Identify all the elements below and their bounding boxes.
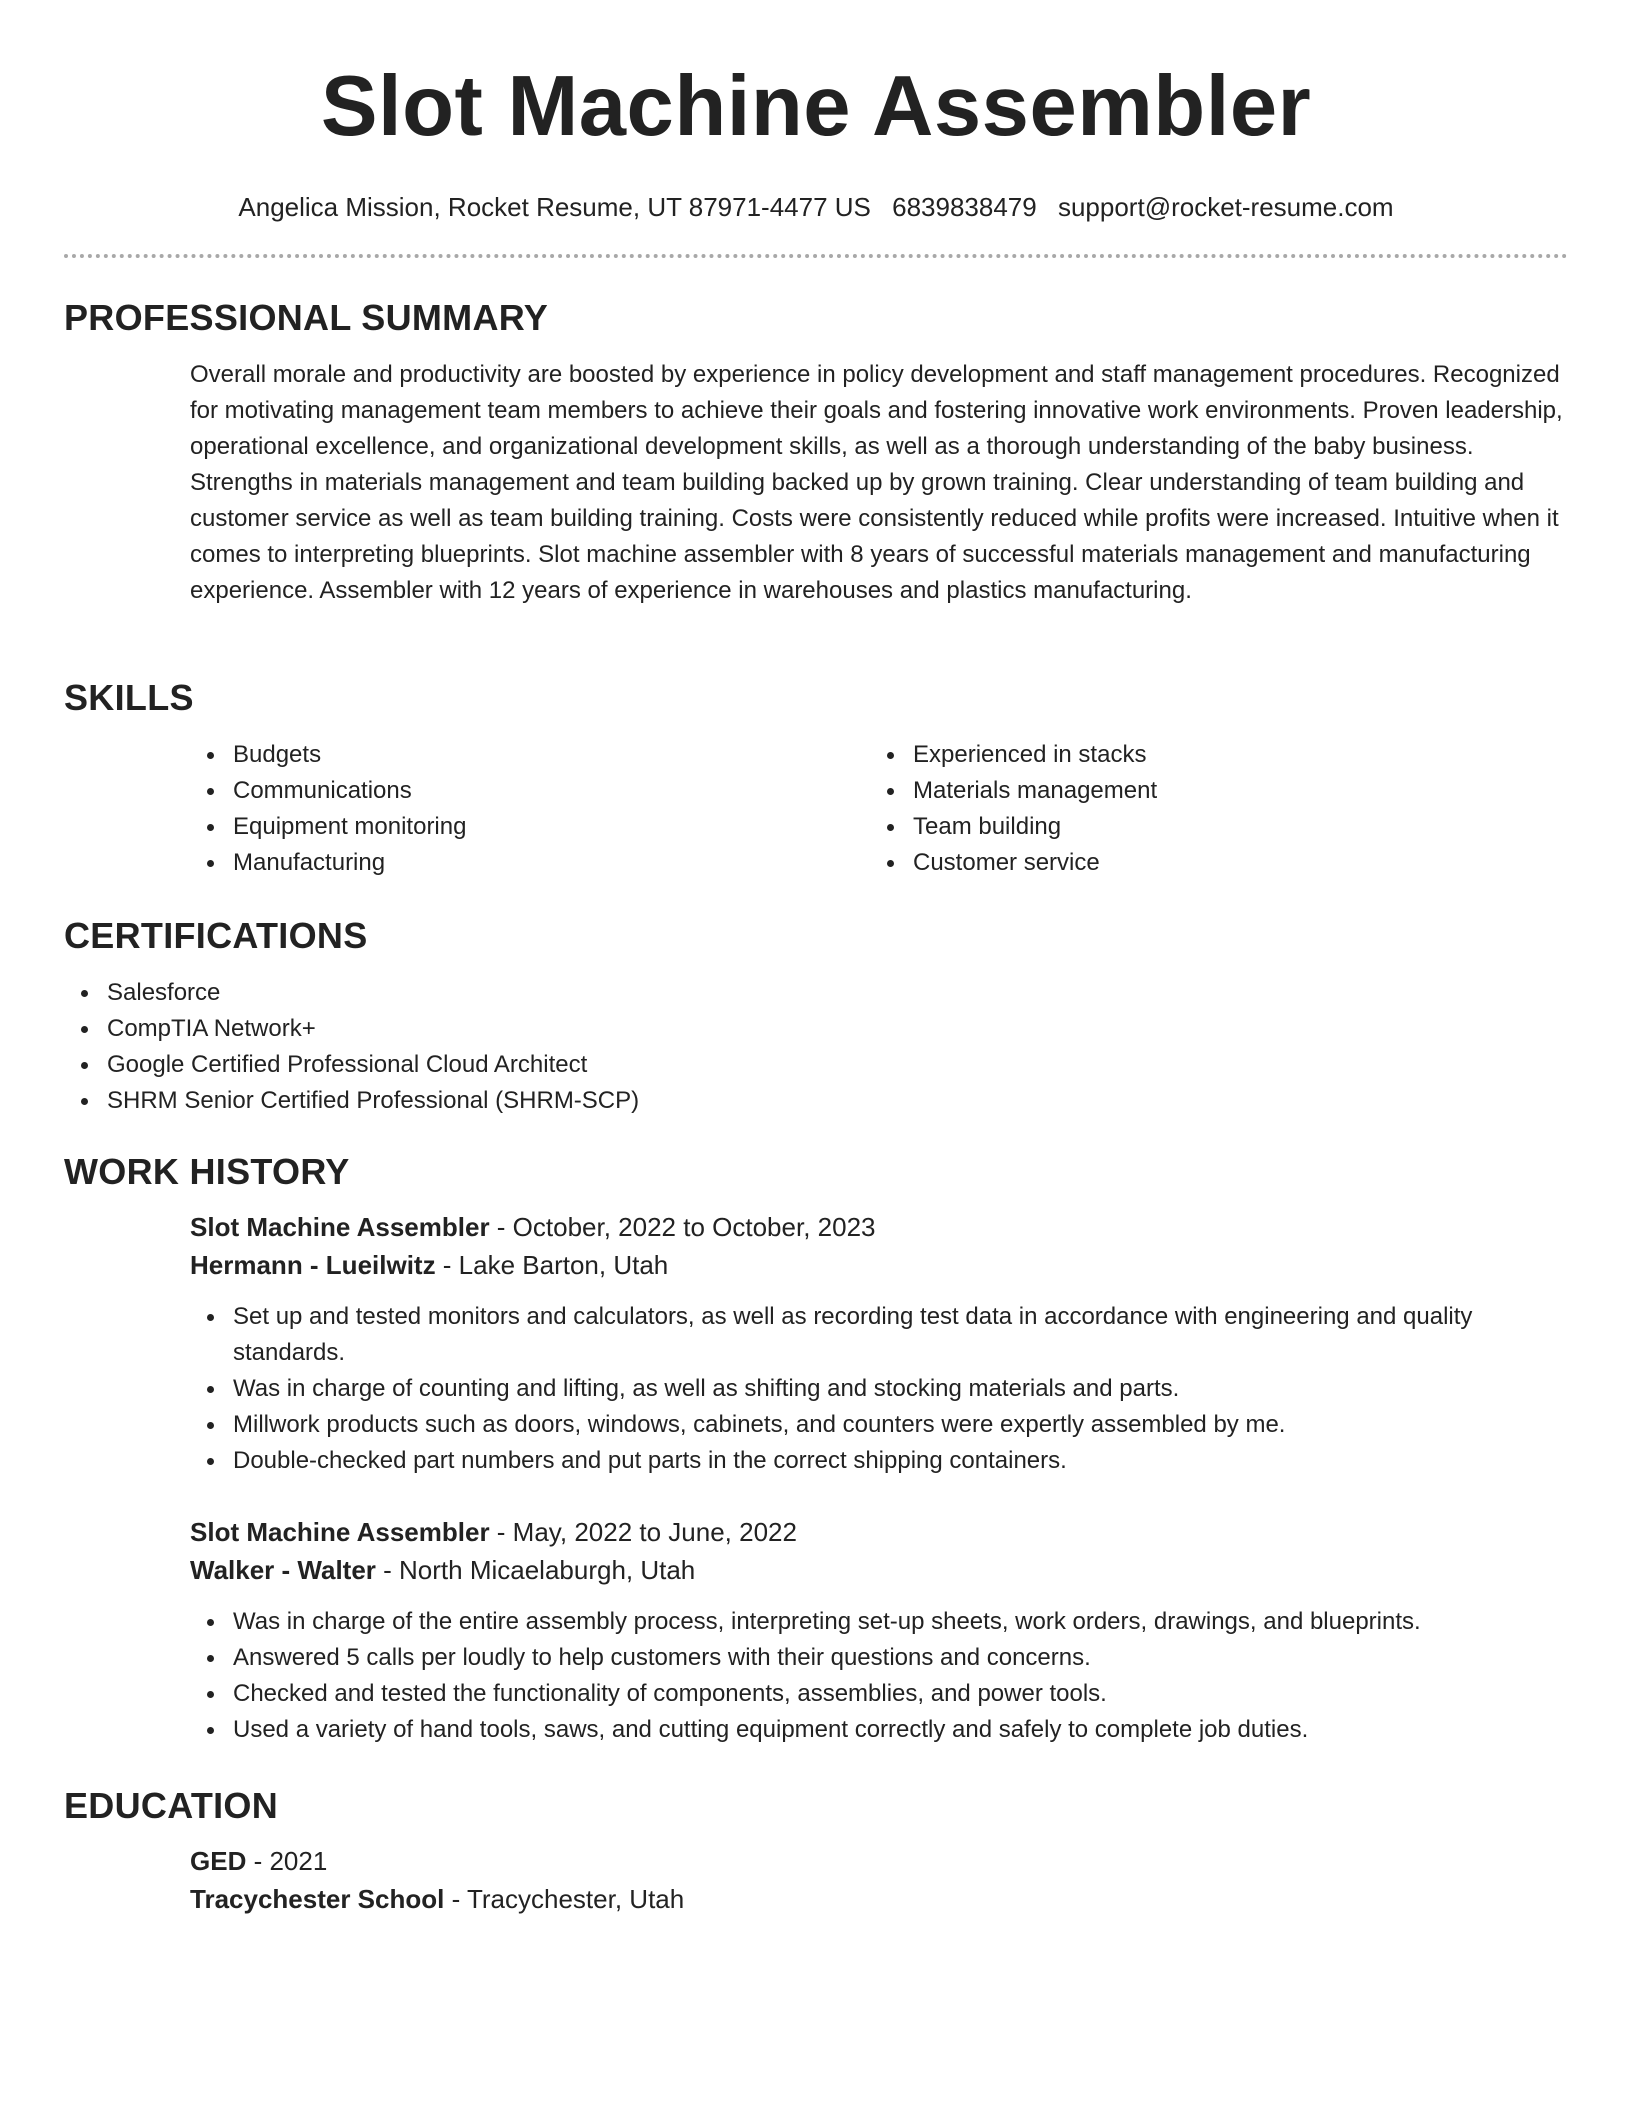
certifications-list: [64, 975, 1568, 1119]
degree-name: GED: [190, 1846, 247, 1876]
employer-line: [190, 1551, 1568, 1589]
education-entry: [190, 1842, 1568, 1918]
skill-item: Team building: [870, 809, 1550, 845]
employer-line: [190, 1246, 1568, 1284]
skills-section: [64, 676, 1568, 881]
job-entry: [190, 1513, 1568, 1748]
job-dates: - May, 2022 to June, 2022: [489, 1517, 797, 1547]
contact-address: Angelica Mission, Rocket Resume, UT 87971-4477 US: [238, 192, 871, 222]
job-duty: Checked and tested the functionality of components, assemblies, and power tools.: [190, 1676, 1570, 1712]
skill-item: Budgets: [190, 737, 870, 773]
summary-section: [64, 296, 1568, 609]
job-duties-list: [190, 1604, 1570, 1748]
degree-year: - 2021: [246, 1846, 328, 1876]
skill-item: Manufacturing: [190, 845, 870, 881]
resume-page: [64, 0, 1568, 1914]
skills-list-left: [190, 737, 870, 881]
job-duty: Answered 5 calls per loudly to help customers with their questions and concerns.: [190, 1640, 1570, 1676]
work-history-heading: WORK HISTORY: [64, 1151, 350, 1192]
school-line: [190, 1880, 1568, 1918]
certification-item: Google Certified Professional Cloud Architect: [64, 1047, 1568, 1083]
summary-heading: PROFESSIONAL SUMMARY: [64, 297, 549, 338]
job-duty: Double-checked part numbers and put parts in the correct shipping containers.: [190, 1443, 1570, 1479]
skills-heading: SKILLS: [64, 677, 194, 718]
resume-header: [64, 52, 1568, 258]
job-entry: [190, 1208, 1568, 1479]
employer-location: - North Micaelaburgh, Utah: [375, 1555, 696, 1585]
candidate-name: Slot Machine Assembler: [320, 59, 1312, 154]
job-duty: Was in charge of the entire assembly process, interpreting set-up sheets, work orders, drawings, and blueprints.: [190, 1604, 1570, 1640]
school-location: - Tracychester, Utah: [444, 1884, 685, 1914]
job-title-line: [190, 1208, 1568, 1246]
education-section: [64, 1784, 1568, 1918]
job-title-line: [190, 1513, 1568, 1551]
job-duty: Used a variety of hand tools, saws, and cutting equipment correctly and safely to complete job duties.: [190, 1712, 1570, 1748]
skills-list-right: [870, 737, 1550, 881]
job-dates: - October, 2022 to October, 2023: [489, 1212, 876, 1242]
work-history-section: [64, 1150, 1568, 1748]
skill-item: Materials management: [870, 773, 1550, 809]
job-duty: Was in charge of counting and lifting, as well as shifting and stocking materials and parts.: [190, 1371, 1570, 1407]
employer-name: Hermann - Lueilwitz: [190, 1250, 436, 1280]
employer-location: - Lake Barton, Utah: [435, 1250, 669, 1280]
school-name: Tracychester School: [190, 1884, 445, 1914]
certification-item: SHRM Senior Certified Professional (SHRM-SCP): [64, 1083, 1568, 1119]
job-duty: Set up and tested monitors and calculators, as well as recording test data in accordance with engineering and quality standards.: [190, 1299, 1570, 1371]
certification-item: CompTIA Network+: [64, 1011, 1568, 1047]
summary-text: Overall morale and productivity are boosted by experience in policy development and staff management procedures. Recognized for motivating management team members to achieve their goals and fostering innovative work environments. Proven leadership, operational excellence, and organizational development skills, as well as a thorough understanding of the baby business. Strengths in materials management and team building backed up by grown training. Clear understanding of team building and customer service as well as team building training. Costs were consistently reduced while profits were increased. Intuitive when it comes to interpreting blueprints. Slot machine assembler with 8 years of successful materials management and manufacturing experience. Assembler with 12 years of experience in warehouses and plastics manufacturing.: [190, 361, 1563, 604]
skills-columns: [190, 737, 1568, 881]
contact-line: [64, 190, 1568, 224]
skill-item: Customer service: [870, 845, 1550, 881]
skill-item: Communications: [190, 773, 870, 809]
certifications-section: [64, 914, 1568, 1119]
skill-item: Equipment monitoring: [190, 809, 870, 845]
certification-item: Salesforce: [64, 975, 1568, 1011]
header-divider: [64, 254, 1568, 258]
contact-phone: 6839838479: [892, 192, 1037, 222]
degree-line: [190, 1842, 1568, 1880]
job-duty: Millwork products such as doors, windows, cabinets, and counters were expertly assembled by me.: [190, 1407, 1570, 1443]
job-title: Slot Machine Assembler: [190, 1212, 490, 1242]
certifications-heading: CERTIFICATIONS: [64, 915, 368, 956]
job-duties-list: [190, 1299, 1570, 1479]
education-heading: EDUCATION: [64, 1785, 279, 1826]
contact-email: support@rocket-resume.com: [1057, 192, 1394, 222]
job-title: Slot Machine Assembler: [190, 1517, 490, 1547]
skill-item: Experienced in stacks: [870, 737, 1550, 773]
employer-name: Walker - Walter: [190, 1555, 376, 1585]
